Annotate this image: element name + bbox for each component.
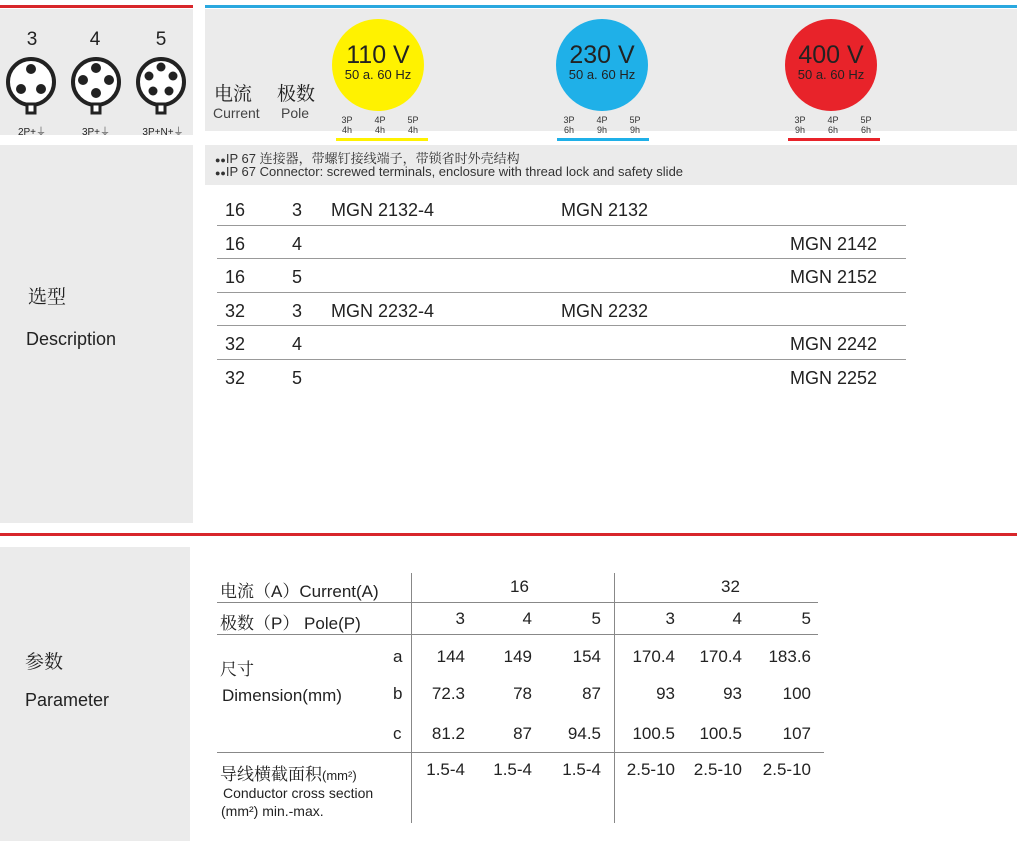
param-cell-poles: 5 — [801, 609, 811, 628]
voltage-110-label: 110 V — [346, 41, 410, 69]
v400-pole-4p: 4P 6h — [827, 115, 839, 135]
voltage-230-circle — [556, 19, 648, 111]
param-dim-en: Dimension(mm) — [222, 686, 342, 705]
voltage-110-circle — [332, 19, 424, 111]
v110-pole-3p: 3P 4h — [341, 115, 353, 135]
voltage-400-label: 400 V — [798, 41, 864, 69]
plug-3-pin-icon — [3, 57, 61, 117]
param-hline-3 — [217, 752, 824, 753]
voltage-230-label: 230 V — [569, 41, 635, 69]
selection-cell-pole: 4 — [292, 233, 303, 254]
v230-pole-5p: 5P 9h — [629, 115, 641, 135]
param-cell-poles: 4 — [732, 609, 742, 628]
param-current-label: 电流（A）Current(A) — [220, 582, 379, 601]
voltage-400-hz: 50 a. 60 Hz — [797, 67, 865, 82]
selection-cell-v400: MGN 2252 — [790, 367, 878, 388]
param-cell-poles: 3 — [665, 609, 675, 628]
voltage-header-panel — [205, 9, 1017, 135]
param-cell-cond: 1.5-4 — [426, 760, 465, 779]
pole-label-2p: 2P+⏚ — [17, 127, 47, 138]
pole-label-3pn: 3P+N+⏚ — [142, 127, 184, 138]
parameter-en: Parameter — [25, 690, 110, 710]
ip-note-en: ●●IP 67 Connector: screwed terminals, enclosure with thread lock and safety slide — [215, 164, 684, 179]
param-cell-b: 78 — [513, 684, 532, 703]
param-cell-a: 154 — [572, 647, 601, 666]
selection-cell-v110: MGN 2232-4 — [331, 300, 435, 321]
param-cell-poles: 3 — [455, 609, 465, 628]
param-hline-1 — [217, 602, 818, 603]
plug-4-pin-icon — [68, 57, 126, 117]
pole-header-red-rule — [0, 5, 193, 8]
selection-cell-pole: 3 — [292, 300, 303, 321]
description-cn: 选型 — [28, 287, 67, 308]
selection-cell-v230: MGN 2232 — [561, 300, 649, 321]
selection-row — [217, 327, 906, 360]
selection-cell-pole: 3 — [292, 200, 303, 220]
pole-label-3p: 3P+⏚ — [81, 127, 111, 138]
param-cell-b: 100 — [782, 684, 811, 703]
param-cell-a: 144 — [436, 647, 465, 666]
param-cell-a: 149 — [503, 647, 532, 666]
param-cell-cond: 1.5-4 — [562, 760, 601, 779]
param-cell-c: 87 — [513, 724, 532, 743]
pole-count-4: 4 — [89, 29, 101, 50]
ip-note-cn: ●●IP 67 连接器，带螺钉接线端子，带锁省时外壳结构 — [215, 151, 520, 166]
param-cond-en2: (mm²) min.-max. — [221, 803, 324, 819]
parameter-cn: 参数 — [25, 652, 64, 673]
v230-pole-3p: 3P 6h — [563, 115, 575, 135]
pole-en: Pole — [281, 105, 310, 121]
selection-cell-current: 16 — [225, 233, 246, 254]
param-cell-c: 81.2 — [431, 724, 465, 743]
param-hline-2 — [217, 634, 818, 635]
voltage-230-underline — [557, 138, 649, 141]
v400-pole-5p: 5P 6h — [860, 115, 872, 135]
selection-divider — [217, 359, 906, 360]
drop-icon: ●● — [215, 168, 226, 178]
selection-cell-current: 32 — [225, 367, 246, 388]
param-cell-b: 93 — [656, 684, 675, 703]
param-cond-en1: Conductor cross section — [223, 785, 374, 801]
param-dim-cn: 尺寸 — [220, 660, 254, 679]
selection-cell-current: 32 — [225, 300, 246, 321]
param-current-32: 32 — [721, 577, 740, 596]
parameter-side-panel — [0, 547, 190, 841]
param-dim-c: c — [393, 724, 402, 743]
param-pole-label: 极数（P） Pole(P) — [220, 614, 361, 633]
voltage-400-underline — [788, 138, 880, 141]
selection-cell-v110: MGN 2132-4 — [331, 200, 435, 220]
param-cell-a: 183.6 — [768, 647, 811, 666]
pole-cn: 极数 — [277, 84, 316, 105]
v110-pole-5p: 5P 4h — [407, 115, 419, 135]
selection-row — [217, 361, 906, 394]
description-side-panel — [0, 145, 193, 523]
selection-divider — [217, 292, 906, 293]
param-cell-cond: 2.5-10 — [762, 760, 811, 779]
selection-row — [217, 227, 906, 260]
param-dim-a: a — [393, 647, 403, 666]
param-cond-cn: 导线横截面积(mm²) — [220, 765, 357, 784]
param-cell-c: 94.5 — [567, 724, 601, 743]
plug-5-pin-icon — [133, 57, 191, 117]
v230-pole-4p: 4P 9h — [596, 115, 608, 135]
selection-divider — [217, 258, 906, 259]
param-current-16: 16 — [510, 577, 529, 596]
param-cell-c: 100.5 — [632, 724, 675, 743]
param-cell-b: 72.3 — [431, 684, 465, 703]
param-dim-b: b — [393, 684, 403, 703]
selection-cell-v400: MGN 2152 — [790, 267, 878, 287]
selection-cell-pole: 4 — [292, 334, 303, 354]
selection-row — [217, 193, 906, 226]
param-cell-b: 87 — [582, 684, 601, 703]
description-en: Description — [26, 329, 117, 349]
param-cell-cond: 2.5-10 — [626, 760, 675, 779]
voltage-110-hz: 50 a. 60 Hz — [344, 67, 412, 82]
v110-pole-4p: 4P 4h — [374, 115, 386, 135]
selection-cell-v400: MGN 2142 — [790, 233, 878, 254]
drop-icon: ●● — [215, 155, 226, 165]
pole-count-3: 3 — [26, 29, 38, 50]
pole-count-5: 5 — [155, 29, 167, 50]
header-blue-rule — [205, 5, 1017, 8]
voltage-400-circle — [785, 19, 877, 111]
selection-divider — [217, 325, 906, 326]
selection-cell-current: 16 — [225, 200, 246, 220]
selection-row — [217, 294, 906, 327]
param-cell-a: 170.4 — [699, 647, 742, 666]
param-cell-b: 93 — [723, 684, 742, 703]
voltage-110-underline — [336, 138, 428, 141]
param-cell-cond: 2.5-10 — [693, 760, 742, 779]
param-cell-poles: 5 — [591, 609, 601, 628]
pole-icons-panel — [0, 9, 193, 138]
selection-cell-current: 32 — [225, 334, 246, 354]
param-cell-a: 170.4 — [632, 647, 675, 666]
selection-divider — [217, 225, 906, 226]
param-cell-c: 107 — [782, 724, 811, 743]
selection-cell-v230: MGN 2132 — [561, 200, 649, 220]
param-cell-c: 100.5 — [699, 724, 742, 743]
voltage-230-hz: 50 a. 60 Hz — [568, 67, 636, 82]
v400-pole-3p: 3P 9h — [794, 115, 806, 135]
selection-cell-pole: 5 — [292, 267, 303, 287]
parameter-red-rule — [0, 533, 1017, 536]
param-cell-poles: 4 — [522, 609, 532, 628]
selection-cell-pole: 5 — [292, 367, 303, 388]
current-en: Current — [213, 105, 260, 121]
current-cn: 电流 — [214, 84, 253, 105]
param-cell-cond: 1.5-4 — [493, 760, 532, 779]
selection-cell-current: 16 — [225, 267, 246, 287]
selection-cell-v400: MGN 2242 — [790, 334, 878, 354]
selection-row — [217, 260, 906, 293]
